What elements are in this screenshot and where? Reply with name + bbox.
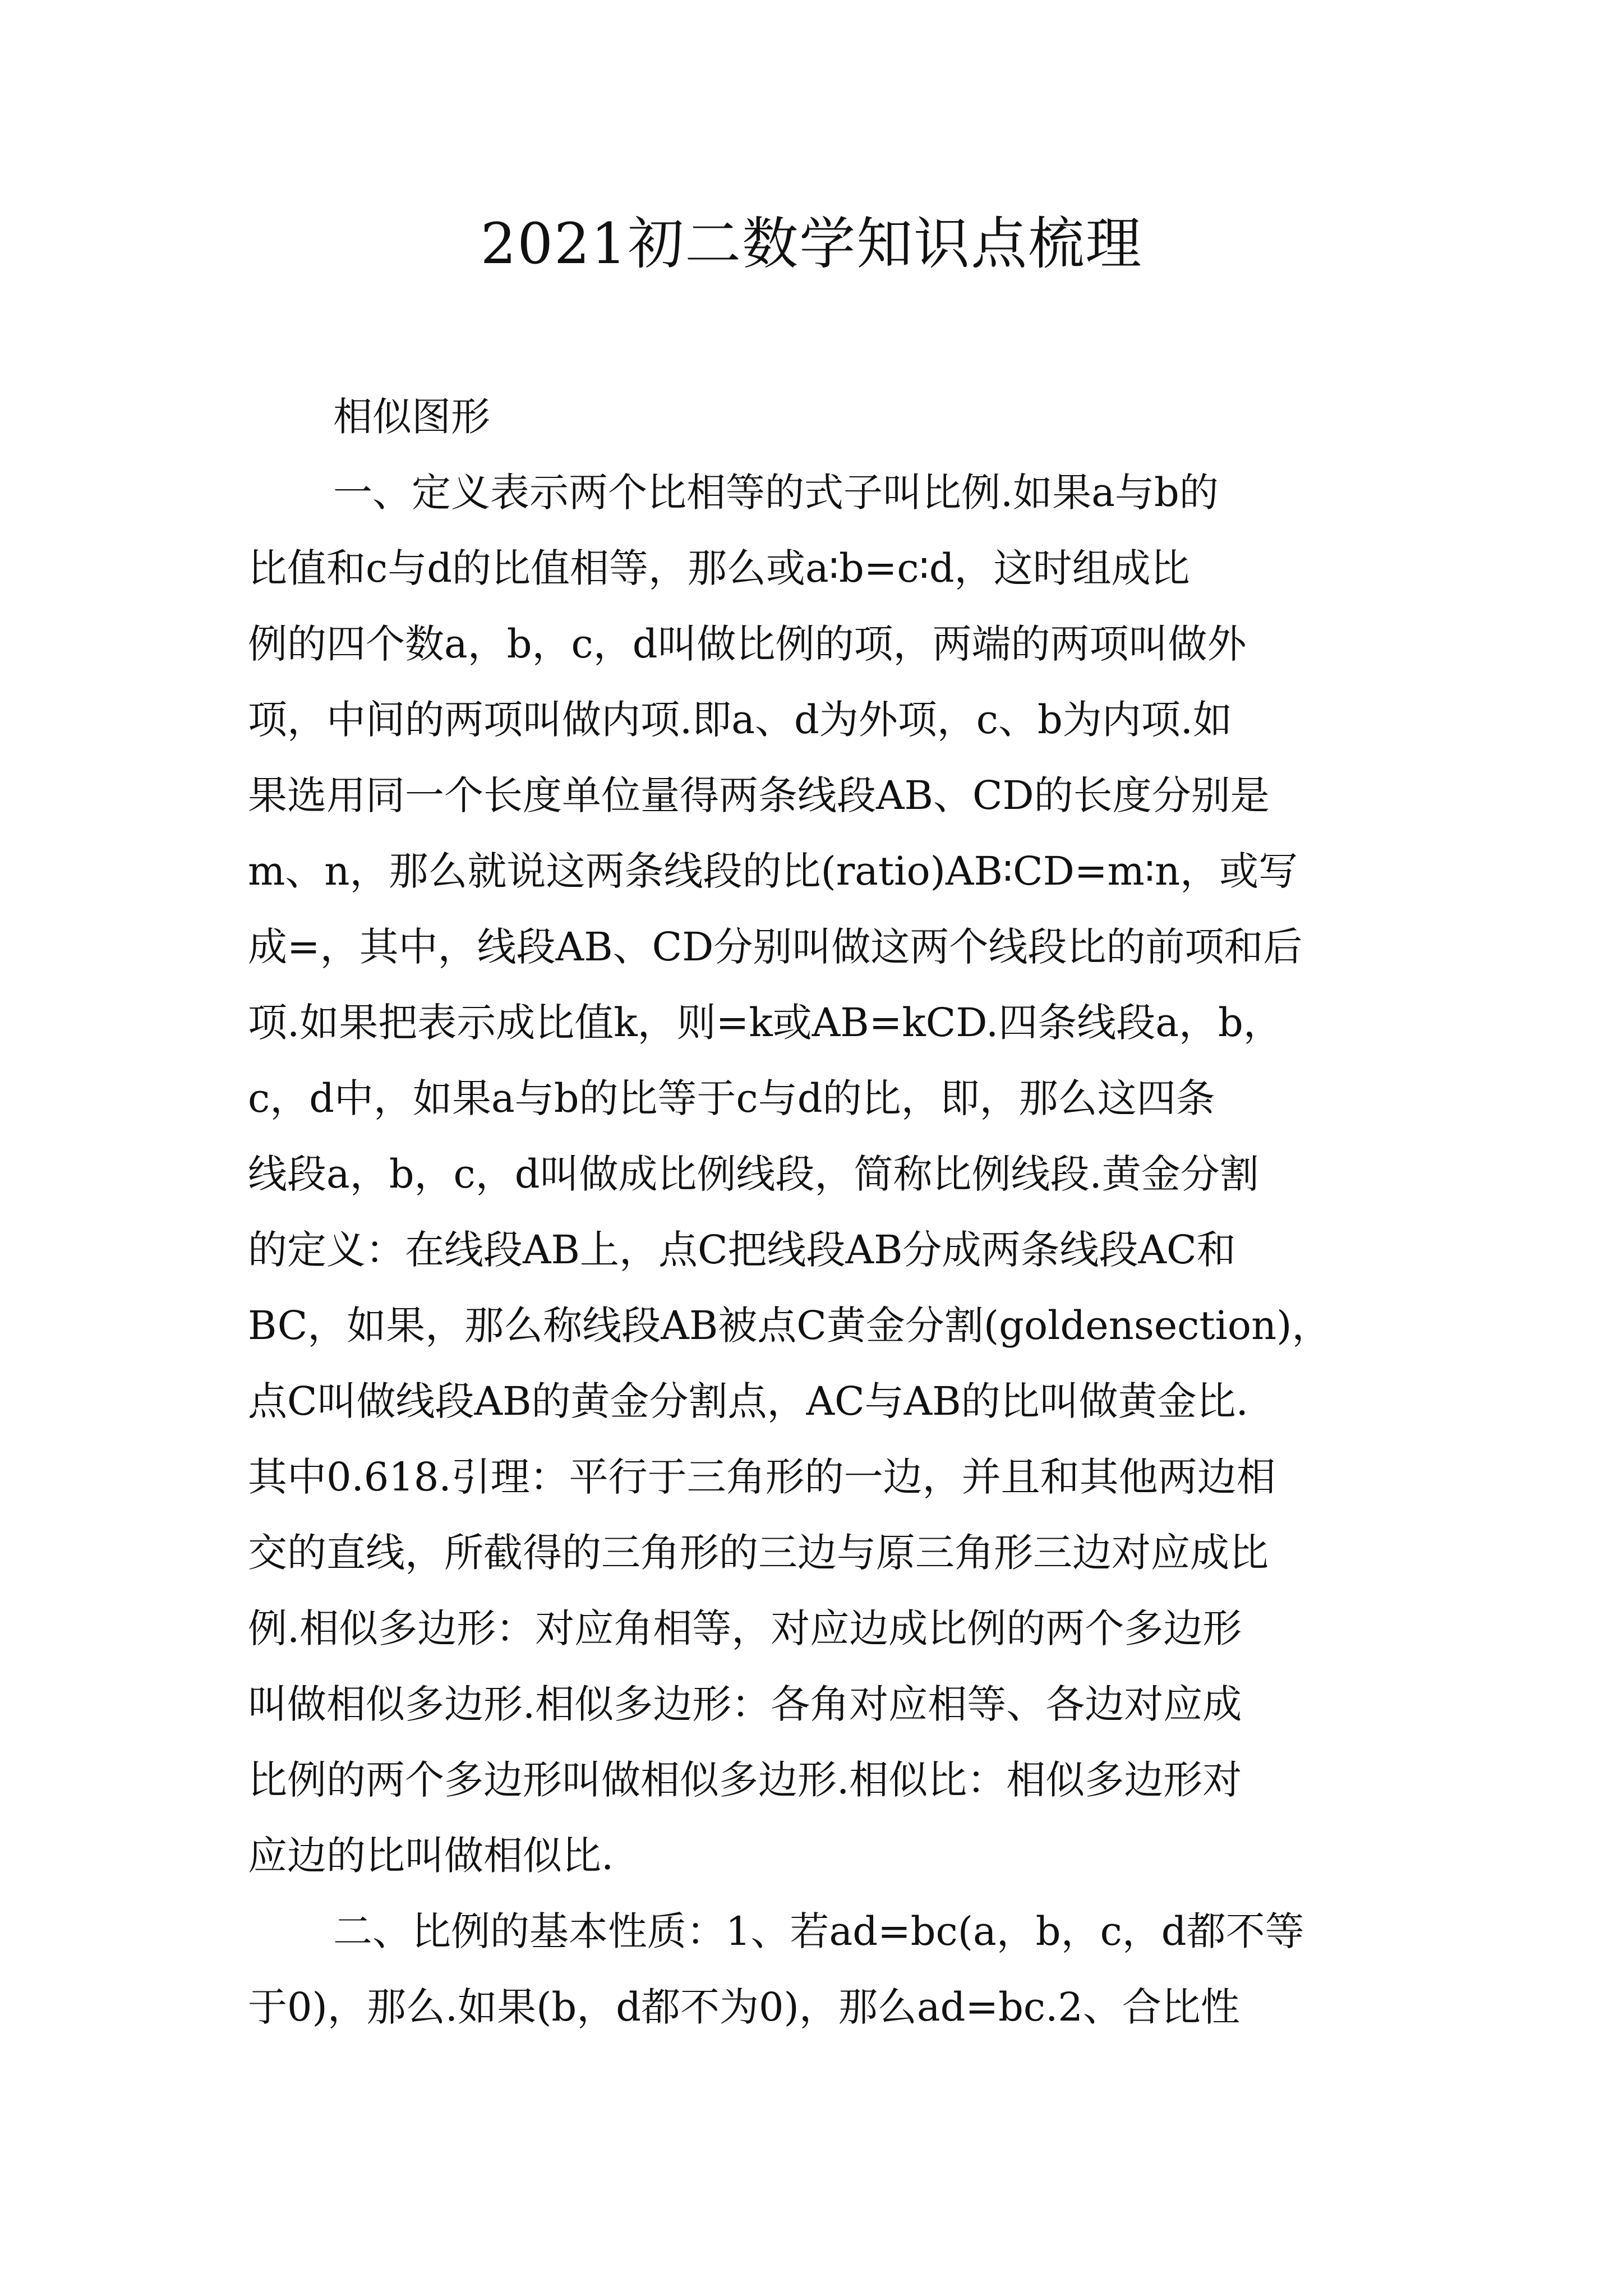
paragraph-line: 二、比例的基本性质：1、若ad=bc(a，b，c，d都不等 [333,1908,1304,1954]
paragraph-line: 项.如果把表示成比值k，则=k或AB=kCD.四条线段a，b， [248,1000,1283,1046]
paragraph-line: 一、定义表示两个比相等的式子叫比例.如果a与b的 [333,470,1219,516]
document-title: 2021初二数学知识点梳理 [480,211,1143,277]
paragraph-line: 果选用同一个长度单位量得两条线段AB、CD的长度分别是 [248,772,1270,818]
paragraph-line: 叫做相似多边形.相似多边形：各角对应相等、各边对应成 [248,1681,1242,1727]
paragraph-line: c，d中，如果a与b的比等于c与d的比，即，那么这四条 [248,1075,1215,1121]
paragraph-line: 交的直线，所截得的三角形的三边与原三角形三边对应成比 [248,1530,1269,1576]
paragraph-line: 点C叫做线段AB的黄金分割点，AC与AB的比叫做黄金比. [248,1378,1248,1424]
paragraph-line: 其中0.618.引理：平行于三角形的一边，并且和其他两边相 [248,1454,1276,1500]
paragraph-line: 于0)，那么.如果(b，d都不为0)，那么ad=bc.2、合比性 [248,1984,1240,2030]
document-body [248,379,1398,2045]
paragraph-line: 应边的比叫做相似比. [248,1833,614,1879]
paragraph-line: 比值和c与d的比值相等，那么或a∶b=c∶d，这时组成比 [248,545,1190,591]
paragraph-line: 项，中间的两项叫做内项.即a、d为外项，c、b为内项.如 [248,697,1233,743]
paragraph-line: 成=，其中，线段AB、CD分别叫做这两个线段比的前项和后 [248,924,1303,970]
paragraph-line: m、n，那么就说这两条线段的比(ratio)AB∶CD=m∶n，或写 [248,848,1298,894]
paragraph-line: 线段a，b，c，d叫做成比例线段，简称比例线段.黄金分割 [248,1151,1259,1197]
paragraph-line: BC，如果，那么称线段AB被点C黄金分割(goldensection)， [248,1303,1331,1349]
paragraph-line: 例.相似多边形：对应角相等，对应边成比例的两个多边形 [248,1605,1242,1651]
paragraph-line: 的定义：在线段AB上，点C把线段AB分成两条线段AC和 [248,1227,1236,1273]
paragraph-line: 比例的两个多边形叫做相似多边形.相似比：相似多边形对 [248,1757,1242,1803]
paragraph-line: 例的四个数a，b，c，d叫做比例的项，两端的两项叫做外 [248,621,1247,667]
section-heading: 相似图形 [333,394,490,440]
